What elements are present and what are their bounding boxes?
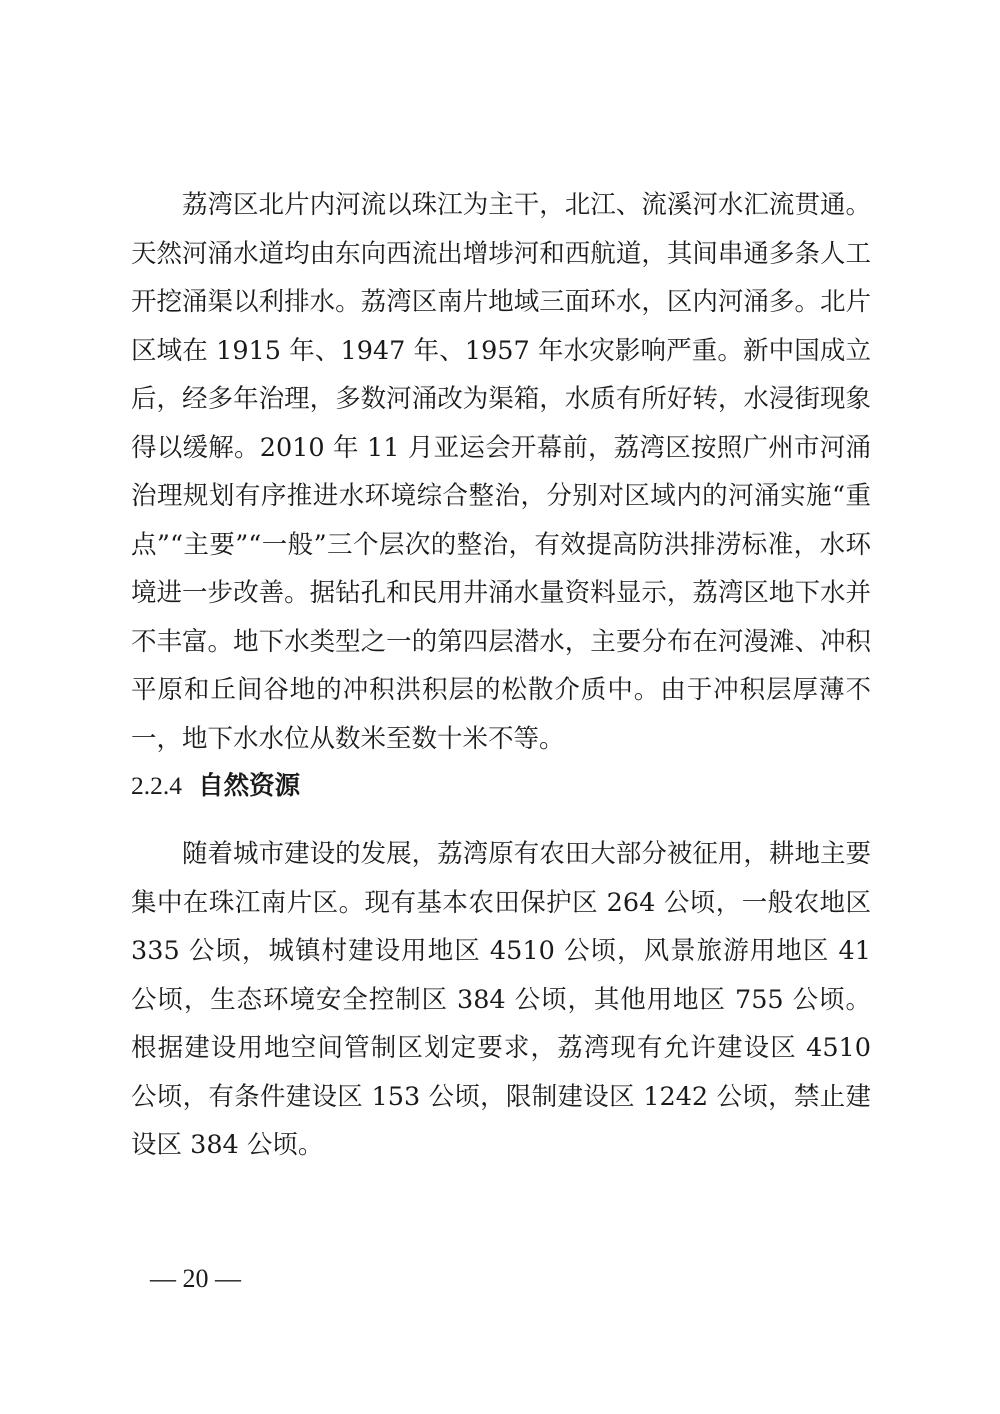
paragraph-water-resources: 荔湾区北片内河流以珠江为主干，北江、流溪河水汇流贯通。天然河涌水道均由东向西流出增埗河和西航道，其间串通多条人工开挖涌渠以利排水。荔湾区南片地域三面环水，区内河涌多。北片区域在 1915 年、1947 年、1957 年水灾影响严重。新中国成立后，经多年治理，多数河涌改为渠箱，水质有所好转，水浸街现象得以缓解。2010 年 11 月亚运会开幕前，荔湾区按照广州市河涌治理规划有序推进水环境综合整治，分别对区域内的河涌实施“重点”“主要”“一般”三个层次的整治，有效提高防洪排涝标准，水环境进一步改善。据钻孔和民用井涌水量资料显示，荔湾区地下水并不丰富。地下水类型之一的第四层潜水，主要分布在河漫滩、冲积平原和丘间谷地的冲积洪积层的松散介质中。由于冲积层厚薄不一，地下水水位从数米至数十米不等。 bbox=[131, 190, 871, 754]
section-title: 自然资源 bbox=[198, 771, 301, 801]
section-number: 2.2.4 bbox=[131, 771, 182, 800]
section-heading bbox=[131, 762, 300, 811]
page-number: — 20 — bbox=[150, 1264, 241, 1293]
body-text-block-2 bbox=[131, 830, 871, 1170]
body-text-block-1 bbox=[131, 181, 871, 763]
paragraph-natural-resources: 随着城市建设的发展，荔湾原有农田大部分被征用，耕地主要集中在珠江南片区。现有基本农田保护区 264 公顷，一般农地区 335 公顷，城镇村建设用地区 4510 公顷，风景旅游用地区 41 公顷，生态环境安全控制区 384 公顷，其他用地区 755 公顷。根据建设用地空间管制区划定要求，荔湾现有允许建设区 4510 公顷，有条件建设区 153 公顷，限制建设区 1242 公顷，禁止建设区 384 公顷。 bbox=[131, 839, 871, 1160]
